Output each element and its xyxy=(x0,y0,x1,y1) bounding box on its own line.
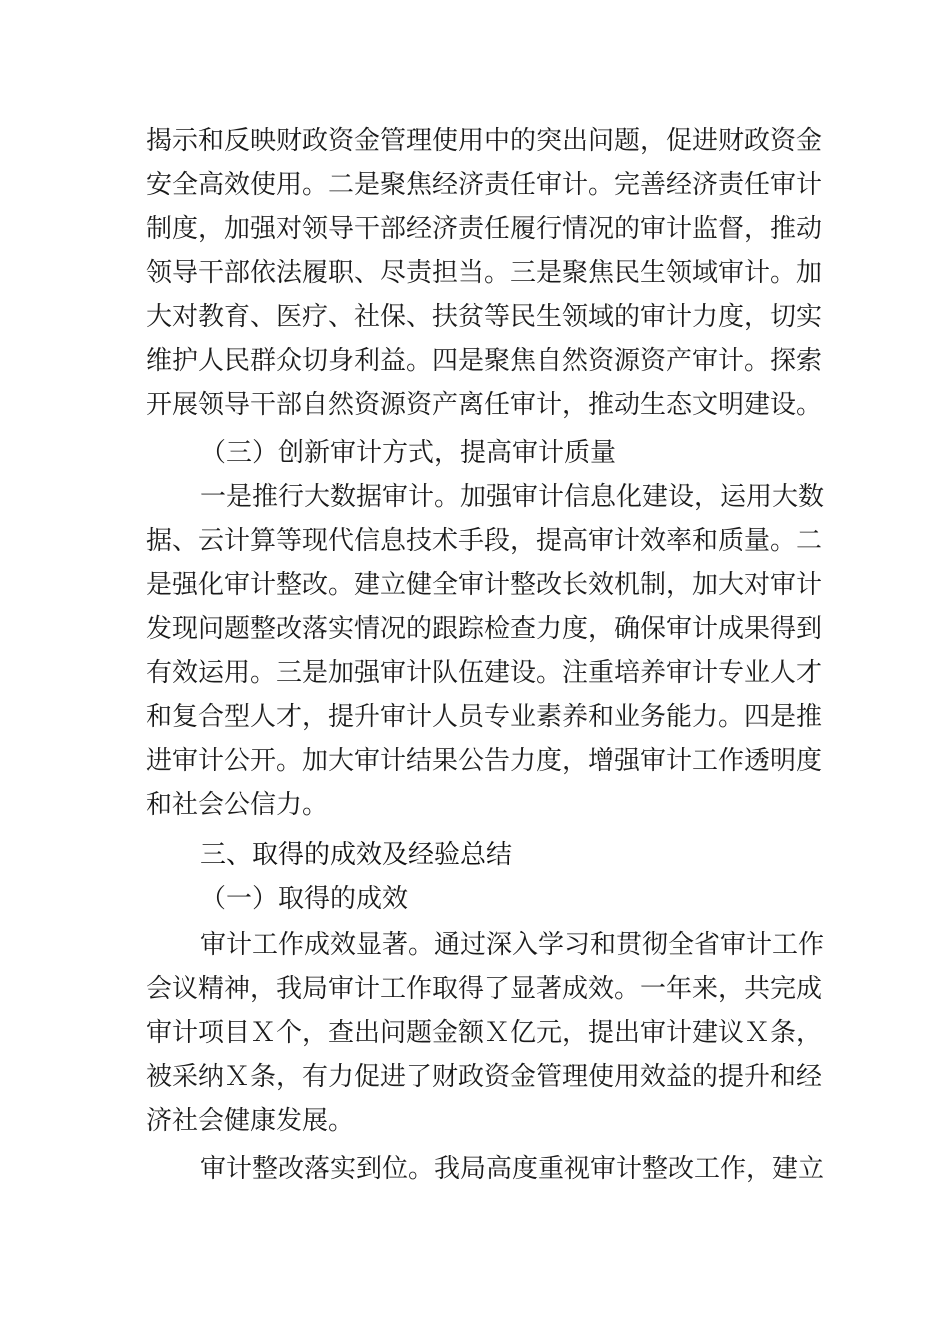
paragraph-line: 审计整改落实到位。我局高度重视审计整改工作，建立 xyxy=(200,1154,825,1184)
paragraph-line: 一是推行大数据审计。加强审计信息化建设，运用大数 xyxy=(200,482,825,512)
paragraph-line: 审计工作成效显著。通过深入学习和贯彻全省审计工作 xyxy=(200,930,825,960)
paragraph-line: 领导干部依法履职、尽责担当。三是聚焦民生领域审计。加 xyxy=(146,258,823,288)
paragraph-line: 据、云计算等现代信息技术手段，提高审计效率和质量。二 xyxy=(146,526,823,556)
paragraph-line: 济社会健康发展。 xyxy=(146,1106,355,1136)
paragraph-line: 有效运用。三是加强审计队伍建设。注重培养审计专业人才 xyxy=(146,658,823,688)
paragraph-line: 是强化审计整改。建立健全审计整改长效机制，加大对审计 xyxy=(146,570,823,600)
paragraph-line: 发现问题整改落实情况的跟踪检查力度，确保审计成果得到 xyxy=(146,614,823,644)
paragraph-line: 安全高效使用。二是聚焦经济责任审计。完善经济责任审计 xyxy=(146,170,823,200)
paragraph-line: 审计项目Ｘ个，查出问题金额Ｘ亿元，提出审计建议Ｘ条， xyxy=(146,1018,823,1048)
paragraph-line: 开展领导干部自然资源资产离任审计，推动生态文明建设。 xyxy=(146,390,823,420)
paragraph-line: 进审计公开。加大审计结果公告力度，增强审计工作透明度 xyxy=(146,746,823,776)
paragraph-line: 被采纳Ｘ条，有力促进了财政资金管理使用效益的提升和经 xyxy=(146,1062,823,1092)
paragraph-line: 大对教育、医疗、社保、扶贫等民生领域的审计力度，切实 xyxy=(146,302,823,332)
paragraph-line: 和社会公信力。 xyxy=(146,790,329,820)
paragraph-line: 会议精神，我局审计工作取得了显著成效。一年来，共完成 xyxy=(146,974,823,1004)
subheading-achievements: （一）取得的成效 xyxy=(200,884,409,914)
paragraph-line: 制度，加强对领导干部经济责任履行情况的审计监督，推动 xyxy=(146,214,823,244)
subheading-innovate-audit: （三）创新审计方式，提高审计质量 xyxy=(200,438,617,468)
paragraph-line: 维护人民群众切身利益。四是聚焦自然资源资产审计。探索 xyxy=(146,346,823,376)
paragraph-line: 和复合型人才，提升审计人员专业素养和业务能力。四是推 xyxy=(146,702,823,732)
section-heading-achievements: 三、取得的成效及经验总结 xyxy=(200,840,513,870)
paragraph-line: 揭示和反映财政资金管理使用中的突出问题，促进财政资金 xyxy=(146,126,823,156)
